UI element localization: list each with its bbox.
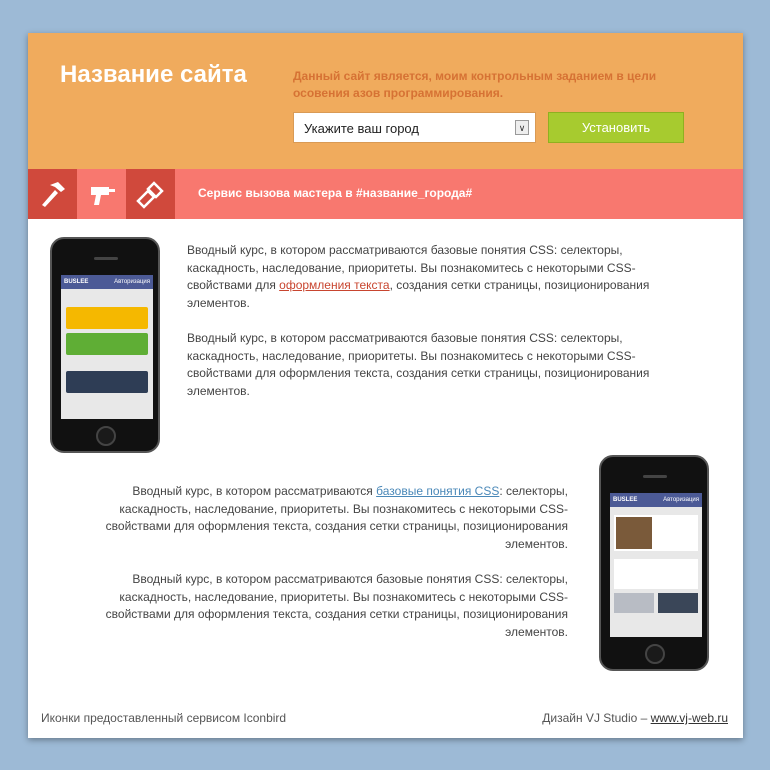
section1-text — [187, 242, 687, 418]
phone-brand: BUSLEE — [613, 497, 638, 503]
designer-link[interactable]: www.vj-web.ru — [650, 711, 728, 725]
text-link[interactable]: оформления текста — [279, 278, 390, 293]
phone-auth: Авторизация — [114, 279, 150, 285]
paragraph: Вводный курс, в котором рассматриваются базовые понятия CSS: селекторы, каскадность, наследование, приоритеты. Вы познакомитесь с некоторыми CSS-свойствами для оформления текста, создания сетки страницы, позиционирования элементов. — [105, 484, 568, 551]
footer-design: Дизайн VJ Studio – www.vj-web.ru — [542, 711, 728, 725]
service-bar-text: Сервис вызова мастера в #название_города# — [198, 186, 473, 200]
paragraph: Вводный курс, в котором рассматриваются базовые понятия CSS: селекторы, каскадность, наследование, приоритеты. Вы познакомитесь с некоторыми CSS-свойствами для оформления текста, создания сетки страницы, позиционирования элементов. — [105, 571, 568, 639]
phone-auth: Авторизация — [663, 497, 699, 503]
set-city-button[interactable]: Установить — [548, 112, 684, 143]
text-link[interactable]: базовые понятия CSS — [376, 484, 500, 498]
hammer-icon[interactable] — [28, 169, 77, 219]
section2-text — [68, 483, 568, 659]
paragraph: Вводный курс, в котором рассматриваются базовые понятия CSS: селекторы, каскадность, наследование, приоритеты. Вы познакомитесь с некоторыми CSS-свойствами для оформления текста, создания сетки страницы, позиционирования элементов. — [187, 330, 650, 398]
paragraph: Вводный курс, в котором рассматриваются базовые понятия CSS: селекторы, каскадность, наследование, приоритеты. Вы познакомитесь с некоторыми CSS-свойствами для оформления текста, создания сетки страницы, позиционирования элементов. — [187, 243, 650, 310]
page-card — [28, 33, 743, 738]
phone-image — [599, 455, 709, 671]
chevron-down-icon[interactable]: ∨ — [515, 120, 529, 135]
service-bar — [28, 169, 743, 219]
phone-brand: BUSLEE — [64, 279, 89, 285]
city-select-value: Укажите ваш город — [304, 121, 419, 136]
phone-image — [50, 237, 160, 453]
city-select[interactable] — [293, 112, 536, 143]
site-title: Название сайта — [60, 61, 247, 88]
footer-credits: Иконки предоставленный сервисом Iconbird — [41, 711, 287, 725]
brush-icon[interactable] — [126, 169, 175, 219]
header — [28, 33, 743, 169]
drill-icon[interactable] — [77, 169, 126, 219]
tagline: Данный сайт является, моим контрольным заданием в цели осовения азов программирования. — [293, 69, 657, 100]
